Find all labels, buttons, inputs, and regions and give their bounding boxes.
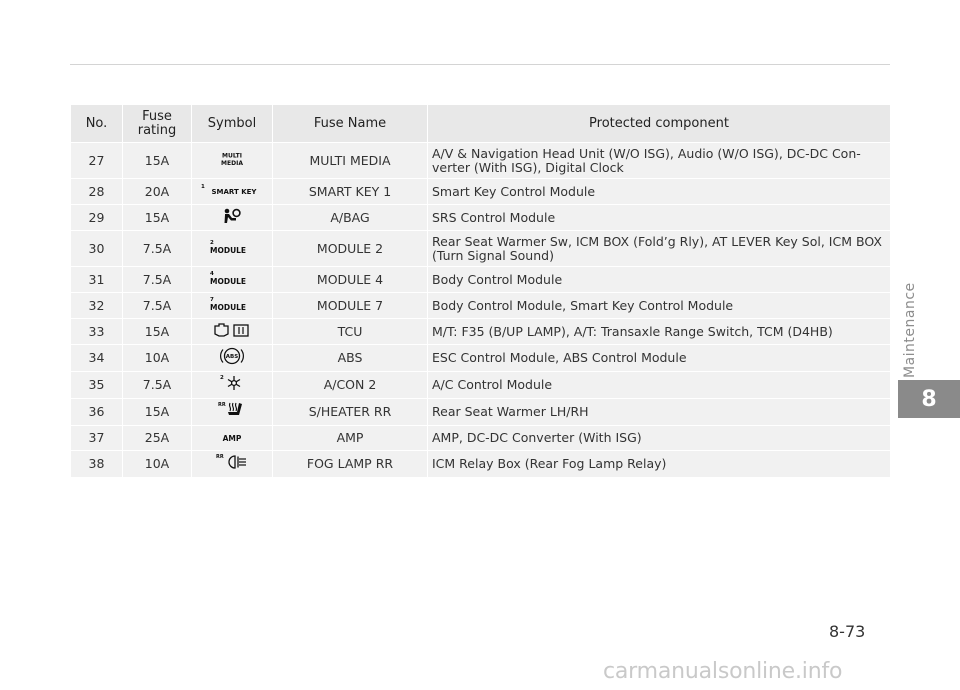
- fuse-rating: 7.5A: [123, 231, 192, 267]
- fuse-rating: 10A: [123, 345, 192, 372]
- chapter-tab: 8: [898, 380, 960, 418]
- table-row: [71, 451, 891, 478]
- fuse-rating: 25A: [123, 426, 192, 451]
- section-side-label: Maintenance: [902, 282, 918, 378]
- table-row: [71, 345, 891, 372]
- fuse-table: [70, 104, 891, 478]
- fuse-symbol: [192, 267, 273, 293]
- module-text-icon: [210, 295, 254, 313]
- fuse-no: 35: [71, 372, 123, 399]
- svg-text:MODULE: MODULE: [210, 303, 247, 312]
- fuse-name: MULTI MEDIA: [273, 143, 428, 179]
- fuse-name: SMART KEY 1: [273, 179, 428, 205]
- fuse-no: 29: [71, 205, 123, 231]
- fuse-name: A/BAG: [273, 205, 428, 231]
- table-row: [71, 267, 891, 293]
- multi-media-text-icon: [215, 150, 249, 168]
- table-row: [71, 372, 891, 399]
- module-text-icon: [210, 238, 254, 256]
- amp-text-icon: [219, 429, 245, 447]
- header-symbol: Symbol: [192, 105, 273, 143]
- fuse-rating: 7.5A: [123, 372, 192, 399]
- fuse-symbol: [192, 205, 273, 231]
- protected-component: Body Control Module: [428, 267, 891, 293]
- fuse-rating: 20A: [123, 179, 192, 205]
- svg-text:RR: RR: [218, 402, 226, 408]
- protected-component: A/C Control Module: [428, 372, 891, 399]
- protected-component: Rear Seat Warmer LH/RH: [428, 399, 891, 426]
- fuse-rating: 15A: [123, 143, 192, 179]
- fuse-no: 33: [71, 319, 123, 345]
- table-row: [71, 293, 891, 319]
- top-divider: [70, 64, 890, 65]
- fuse-symbol: [192, 231, 273, 267]
- air-conditioner-icon: [219, 374, 245, 392]
- seat-heater-icon: [217, 401, 247, 419]
- svg-text:SMART KEY: SMART KEY: [211, 188, 257, 196]
- fuse-symbol: [192, 179, 273, 205]
- fuse-name: TCU: [273, 319, 428, 345]
- svg-text:AMP: AMP: [222, 433, 242, 443]
- fuse-name: MODULE 7: [273, 293, 428, 319]
- fuse-no: 31: [71, 267, 123, 293]
- fuse-rating: 15A: [123, 319, 192, 345]
- svg-text:RR: RR: [216, 454, 224, 460]
- table-row: [71, 205, 891, 231]
- protected-component: A/V & Navigation Head Unit (W/O ISG), Audio (W/O ISG), DC-DC Con-verter (With ISG), Digital Clock: [428, 143, 891, 179]
- watermark: carmanualsonline.info: [603, 659, 843, 684]
- fuse-name: FOG LAMP RR: [273, 451, 428, 478]
- airbag-icon: [221, 207, 243, 225]
- fuse-symbol: [192, 426, 273, 451]
- header-no: No.: [71, 105, 123, 143]
- fuse-name: MODULE 2: [273, 231, 428, 267]
- protected-component: Smart Key Control Module: [428, 179, 891, 205]
- protected-component: ESC Control Module, ABS Control Module: [428, 345, 891, 372]
- fuse-symbol: [192, 451, 273, 478]
- header-protected-component: Protected component: [428, 105, 891, 143]
- svg-text:7: 7: [210, 297, 214, 303]
- fuse-symbol: [192, 319, 273, 345]
- abs-icon: [219, 347, 245, 365]
- fuse-name: ABS: [273, 345, 428, 372]
- fuse-symbol: [192, 372, 273, 399]
- fuse-no: 37: [71, 426, 123, 451]
- fuse-no: 28: [71, 179, 123, 205]
- fuse-symbol: [192, 345, 273, 372]
- fuse-name: S/HEATER RR: [273, 399, 428, 426]
- protected-component: M/T: F35 (B/UP LAMP), A/T: Transaxle Range Switch, TCM (D4HB): [428, 319, 891, 345]
- svg-text:1: 1: [201, 184, 205, 190]
- svg-text:ABS: ABS: [225, 354, 239, 360]
- fuse-no: 34: [71, 345, 123, 372]
- protected-component: Rear Seat Warmer Sw, ICM BOX (Fold’g Rly), AT LEVER Key Sol, ICM BOX (Turn Signal Sound): [428, 231, 891, 267]
- svg-text:2: 2: [220, 375, 224, 381]
- table-row: [71, 426, 891, 451]
- svg-text:MULTI: MULTI: [222, 152, 242, 160]
- fuse-no: 32: [71, 293, 123, 319]
- table-row: [71, 399, 891, 426]
- fuse-no: 36: [71, 399, 123, 426]
- rear-fog-lamp-icon: [215, 453, 249, 471]
- table-row: [71, 319, 891, 345]
- smart-key-text-icon: [201, 181, 263, 199]
- svg-text:MEDIA: MEDIA: [221, 160, 243, 167]
- fuse-no: 30: [71, 231, 123, 267]
- header-fuse-name: Fuse Name: [273, 105, 428, 143]
- table-header-row: [71, 105, 891, 143]
- fuse-rating: 10A: [123, 451, 192, 478]
- protected-component: ICM Relay Box (Rear Fog Lamp Relay): [428, 451, 891, 478]
- svg-text:MODULE: MODULE: [210, 246, 247, 255]
- fuse-name: A/CON 2: [273, 372, 428, 399]
- module-text-icon: [210, 269, 254, 287]
- page-number: 8-73: [829, 622, 866, 641]
- fuse-name: AMP: [273, 426, 428, 451]
- table-row: [71, 179, 891, 205]
- fuse-rating: 15A: [123, 399, 192, 426]
- protected-component: Body Control Module, Smart Key Control Module: [428, 293, 891, 319]
- fuse-rating: 7.5A: [123, 267, 192, 293]
- svg-text:MODULE: MODULE: [210, 277, 247, 286]
- fuse-symbol: [192, 399, 273, 426]
- fuse-rating: 7.5A: [123, 293, 192, 319]
- protected-component: SRS Control Module: [428, 205, 891, 231]
- table-row: [71, 143, 891, 179]
- table-row: [71, 231, 891, 267]
- fuse-symbol: [192, 143, 273, 179]
- header-fuse-rating: Fuse rating: [123, 105, 192, 143]
- fuse-no: 38: [71, 451, 123, 478]
- fuse-no: 27: [71, 143, 123, 179]
- svg-text:4: 4: [210, 271, 214, 277]
- protected-component: AMP, DC-DC Converter (With ISG): [428, 426, 891, 451]
- fuse-name: MODULE 4: [273, 267, 428, 293]
- fuse-symbol: [192, 293, 273, 319]
- fuse-rating: 15A: [123, 205, 192, 231]
- svg-text:2: 2: [210, 240, 214, 246]
- transmission-control-icon: [212, 321, 252, 339]
